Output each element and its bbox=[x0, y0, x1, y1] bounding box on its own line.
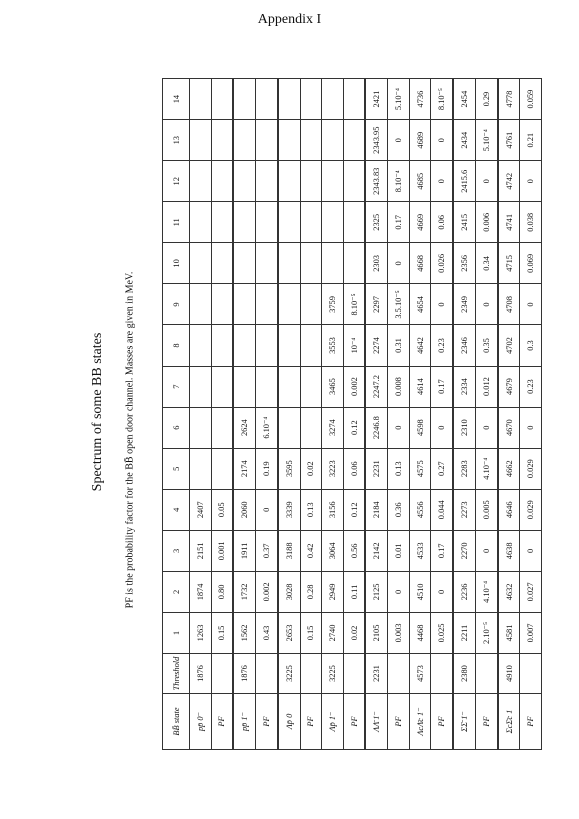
row-label: PF bbox=[520, 694, 542, 750]
table-cell bbox=[300, 161, 322, 202]
table-cell: 2303 bbox=[365, 243, 387, 284]
table-cell: 3188 bbox=[278, 530, 300, 571]
table-cell: 0 bbox=[431, 161, 453, 202]
table-cell bbox=[520, 654, 542, 694]
table-cell bbox=[431, 654, 453, 694]
table-cell: 0.029 bbox=[520, 489, 542, 530]
table-cell: 0.80 bbox=[211, 571, 233, 612]
table-cell: 4573 bbox=[409, 654, 431, 694]
table-cell bbox=[190, 161, 212, 202]
table-cell: 0.002 bbox=[343, 366, 365, 407]
table-cell: 2060 bbox=[233, 489, 255, 530]
table-cell bbox=[233, 325, 255, 366]
table-cell: 0.02 bbox=[300, 448, 322, 489]
table-cell: 0.15 bbox=[211, 612, 233, 653]
table-cell bbox=[211, 120, 233, 161]
table-cell: 4741 bbox=[498, 202, 520, 243]
table-cell: 3156 bbox=[322, 489, 344, 530]
table-cell bbox=[343, 161, 365, 202]
table-cell: 4778 bbox=[498, 79, 520, 120]
table-cell: 0.044 bbox=[431, 489, 453, 530]
table-cell: 4679 bbox=[498, 366, 520, 407]
table-cell: 3759 bbox=[322, 284, 344, 325]
column-header: 11 bbox=[163, 202, 190, 243]
table-cell: 0.19 bbox=[256, 448, 278, 489]
table-cell: 0.35 bbox=[475, 325, 497, 366]
table-cell: 0.29 bbox=[475, 79, 497, 120]
table-cell bbox=[190, 325, 212, 366]
table-cell: 4642 bbox=[409, 325, 431, 366]
table-cell: 1874 bbox=[190, 571, 212, 612]
table-cell bbox=[211, 654, 233, 694]
table-cell bbox=[278, 161, 300, 202]
table-cell: 3028 bbox=[278, 571, 300, 612]
table-cell: 0.001 bbox=[211, 530, 233, 571]
column-header: 14 bbox=[163, 79, 190, 120]
table-cell: 2236 bbox=[453, 571, 475, 612]
table-cell bbox=[343, 243, 365, 284]
table-cell bbox=[211, 325, 233, 366]
table-cell bbox=[343, 120, 365, 161]
table-cell: 2247.2 bbox=[365, 366, 387, 407]
page-title: Appendix I bbox=[257, 12, 322, 27]
table-cell bbox=[256, 325, 278, 366]
table-cell: 0.17 bbox=[431, 530, 453, 571]
row-label: ΣΣ̄ 1⁻ bbox=[453, 694, 475, 750]
table-row bbox=[278, 79, 300, 750]
table-cell: 4556 bbox=[409, 489, 431, 530]
table-cell: 1562 bbox=[233, 612, 255, 653]
table-row bbox=[322, 79, 344, 750]
table-cell: 0.34 bbox=[475, 243, 497, 284]
table-cell: 3225 bbox=[322, 654, 344, 694]
table-cell: 0 bbox=[475, 284, 497, 325]
table-cell: 0.007 bbox=[520, 612, 542, 653]
table-cell bbox=[278, 202, 300, 243]
table-cell: 4.10⁻⁴ bbox=[475, 448, 497, 489]
table-cell bbox=[211, 202, 233, 243]
row-label: PF bbox=[211, 694, 233, 750]
table-cell bbox=[211, 407, 233, 448]
table-cell: 4654 bbox=[409, 284, 431, 325]
table-cell bbox=[233, 243, 255, 284]
table-cell: 5.10⁻⁴ bbox=[475, 120, 497, 161]
table-cell: 4689 bbox=[409, 120, 431, 161]
table-cell: 4668 bbox=[409, 243, 431, 284]
table-header-row bbox=[163, 79, 190, 750]
table-row bbox=[409, 79, 431, 750]
table-cell: 1876 bbox=[190, 654, 212, 694]
table-cell: 0.06 bbox=[431, 202, 453, 243]
row-label: Λp̄ 1⁻ bbox=[322, 694, 344, 750]
table-cell: 0.002 bbox=[256, 571, 278, 612]
table-cell bbox=[278, 79, 300, 120]
table-cell: 2346 bbox=[453, 325, 475, 366]
table-cell bbox=[233, 284, 255, 325]
table-cell: 8.10⁻⁵ bbox=[343, 284, 365, 325]
table-cell: 4614 bbox=[409, 366, 431, 407]
table-row bbox=[233, 79, 255, 750]
table-cell: 0.059 bbox=[520, 79, 542, 120]
table-cell bbox=[256, 284, 278, 325]
table-cell: 2184 bbox=[365, 489, 387, 530]
section-title: Spectrum of some BB states bbox=[90, 332, 105, 492]
column-header: 13 bbox=[163, 120, 190, 161]
table-cell: 0.13 bbox=[300, 489, 322, 530]
table-cell: 0 bbox=[475, 407, 497, 448]
table-cell bbox=[233, 79, 255, 120]
table-cell: 0.17 bbox=[388, 202, 410, 243]
table-cell: 0.31 bbox=[388, 325, 410, 366]
column-header: 5 bbox=[163, 448, 190, 489]
table-cell bbox=[278, 407, 300, 448]
table-cell bbox=[278, 284, 300, 325]
column-header: BB̄ state bbox=[163, 694, 190, 750]
table-cell bbox=[256, 79, 278, 120]
table-body bbox=[190, 79, 542, 750]
table-cell: 4736 bbox=[409, 79, 431, 120]
table-cell: 0 bbox=[520, 530, 542, 571]
table-cell: 4670 bbox=[498, 407, 520, 448]
table-cell bbox=[278, 120, 300, 161]
table-cell: 1876 bbox=[233, 654, 255, 694]
table-cell bbox=[475, 654, 497, 694]
table-cell: 0 bbox=[256, 489, 278, 530]
table-cell: 0.01 bbox=[388, 530, 410, 571]
table-cell: 2246.8 bbox=[365, 407, 387, 448]
table-cell: 4662 bbox=[498, 448, 520, 489]
table-cell: 8.10⁻⁴ bbox=[388, 161, 410, 202]
table-cell bbox=[256, 161, 278, 202]
table-cell bbox=[190, 120, 212, 161]
column-header: 7 bbox=[163, 366, 190, 407]
table-cell: 4575 bbox=[409, 448, 431, 489]
table-cell: 0 bbox=[388, 243, 410, 284]
table-cell bbox=[256, 366, 278, 407]
table-cell: 3339 bbox=[278, 489, 300, 530]
table-cell: 2349 bbox=[453, 284, 475, 325]
table-cell bbox=[190, 407, 212, 448]
table-cell: 2297 bbox=[365, 284, 387, 325]
table-cell: 2415 bbox=[453, 202, 475, 243]
table-cell: 0.06 bbox=[343, 448, 365, 489]
table-row bbox=[343, 79, 365, 750]
table-cell bbox=[233, 161, 255, 202]
table-cell: 2356 bbox=[453, 243, 475, 284]
table-cell bbox=[300, 79, 322, 120]
table-cell bbox=[300, 407, 322, 448]
table-cell: 2325 bbox=[365, 202, 387, 243]
table-cell: 4910 bbox=[498, 654, 520, 694]
column-header: 4 bbox=[163, 489, 190, 530]
table-cell bbox=[211, 366, 233, 407]
table-cell: 5.10⁻⁴ bbox=[388, 79, 410, 120]
table-cell: 8.10⁻⁵ bbox=[431, 79, 453, 120]
table-cell: 2310 bbox=[453, 407, 475, 448]
table-cell bbox=[211, 243, 233, 284]
table-cell: 2270 bbox=[453, 530, 475, 571]
table-cell: 0.12 bbox=[343, 489, 365, 530]
table-cell: 0.029 bbox=[520, 448, 542, 489]
row-label: PF bbox=[256, 694, 278, 750]
table-cell bbox=[322, 202, 344, 243]
table-cell bbox=[300, 284, 322, 325]
table-cell: 2949 bbox=[322, 571, 344, 612]
table-cell bbox=[233, 366, 255, 407]
table-cell bbox=[256, 243, 278, 284]
table-cell bbox=[211, 161, 233, 202]
row-label: PF bbox=[475, 694, 497, 750]
table-cell bbox=[322, 161, 344, 202]
table-cell: 4685 bbox=[409, 161, 431, 202]
table-cell: 2415.6 bbox=[453, 161, 475, 202]
table-cell: 0 bbox=[431, 120, 453, 161]
table-cell: 0 bbox=[520, 407, 542, 448]
column-header: 1 bbox=[163, 612, 190, 653]
spectrum-table bbox=[162, 78, 542, 750]
column-header: 2 bbox=[163, 571, 190, 612]
table-row bbox=[453, 79, 475, 750]
table-cell: 0.36 bbox=[388, 489, 410, 530]
table-cell: 0 bbox=[520, 284, 542, 325]
table-cell bbox=[211, 448, 233, 489]
table-cell: 2273 bbox=[453, 489, 475, 530]
table-cell: 3274 bbox=[322, 407, 344, 448]
table-cell: 0 bbox=[520, 161, 542, 202]
table-cell: 0.23 bbox=[520, 366, 542, 407]
table-cell bbox=[300, 243, 322, 284]
column-header: 9 bbox=[163, 284, 190, 325]
table-cell bbox=[190, 243, 212, 284]
table-cell: 4708 bbox=[498, 284, 520, 325]
table-cell bbox=[322, 120, 344, 161]
table-cell: 1732 bbox=[233, 571, 255, 612]
table-cell bbox=[190, 202, 212, 243]
table-cell bbox=[190, 366, 212, 407]
column-header: 12 bbox=[163, 161, 190, 202]
table-cell: 0.006 bbox=[475, 202, 497, 243]
table-cell: 2151 bbox=[190, 530, 212, 571]
row-label: pp̄ 0⁻ bbox=[190, 694, 212, 750]
table-cell bbox=[190, 284, 212, 325]
row-label: ΛcΛ̄c 1⁻ bbox=[409, 694, 431, 750]
table-cell: 2211 bbox=[453, 612, 475, 653]
table-cell bbox=[300, 120, 322, 161]
table-cell bbox=[278, 325, 300, 366]
table-cell: 0 bbox=[388, 571, 410, 612]
table-cell: 0 bbox=[431, 284, 453, 325]
table-row bbox=[211, 79, 233, 750]
table-cell: 2105 bbox=[365, 612, 387, 653]
table-cell: 0.025 bbox=[431, 612, 453, 653]
table-cell: 3225 bbox=[278, 654, 300, 694]
table-cell: 1263 bbox=[190, 612, 212, 653]
table-cell: 4669 bbox=[409, 202, 431, 243]
table-cell: 0.3 bbox=[520, 325, 542, 366]
table-cell: 2380 bbox=[453, 654, 475, 694]
table-cell: 0 bbox=[388, 407, 410, 448]
table-cell: 0.28 bbox=[300, 571, 322, 612]
table-row bbox=[475, 79, 497, 750]
table-cell bbox=[278, 366, 300, 407]
table-cell: 4638 bbox=[498, 530, 520, 571]
table-cell bbox=[322, 243, 344, 284]
table-row bbox=[388, 79, 410, 750]
table-cell: 0.21 bbox=[520, 120, 542, 161]
table-cell: 3223 bbox=[322, 448, 344, 489]
table-row bbox=[256, 79, 278, 750]
table-cell: 4533 bbox=[409, 530, 431, 571]
table-cell: 6.10⁻⁴ bbox=[256, 407, 278, 448]
column-header: 6 bbox=[163, 407, 190, 448]
table-cell: 3064 bbox=[322, 530, 344, 571]
table-cell: 0.003 bbox=[388, 612, 410, 653]
table-cell: 0.008 bbox=[388, 366, 410, 407]
table-cell bbox=[211, 284, 233, 325]
table-cell: 0.13 bbox=[388, 448, 410, 489]
table-cell: 0.17 bbox=[431, 366, 453, 407]
table-cell: 4761 bbox=[498, 120, 520, 161]
column-header: 3 bbox=[163, 530, 190, 571]
table-row bbox=[300, 79, 322, 750]
table-cell bbox=[256, 202, 278, 243]
table-row bbox=[498, 79, 520, 750]
table-cell: 4510 bbox=[409, 571, 431, 612]
table-cell: 0.27 bbox=[431, 448, 453, 489]
table-cell bbox=[300, 366, 322, 407]
table-cell: 2343.83 bbox=[365, 161, 387, 202]
row-label: PF bbox=[431, 694, 453, 750]
table-cell: 4646 bbox=[498, 489, 520, 530]
table-cell bbox=[388, 654, 410, 694]
table-cell: 2407 bbox=[190, 489, 212, 530]
row-label: ΛΛ̄ 1⁻ bbox=[365, 694, 387, 750]
table-cell: 3.5.10⁻⁵ bbox=[388, 284, 410, 325]
table-cell: 0 bbox=[431, 407, 453, 448]
table-cell: 2653 bbox=[278, 612, 300, 653]
table-cell: 2142 bbox=[365, 530, 387, 571]
table-cell: 3465 bbox=[322, 366, 344, 407]
table-cell: 4581 bbox=[498, 612, 520, 653]
row-label: PF bbox=[388, 694, 410, 750]
table-cell: 2125 bbox=[365, 571, 387, 612]
table-cell bbox=[278, 243, 300, 284]
table-cell: 2274 bbox=[365, 325, 387, 366]
table-cell: 0.56 bbox=[343, 530, 365, 571]
table-caption: PF is the probability factor for the BB̄ open door channel. Masses are given in MeV. bbox=[124, 271, 136, 609]
table-cell: 0 bbox=[388, 120, 410, 161]
table-cell: 4.10⁻⁴ bbox=[475, 571, 497, 612]
table-cell bbox=[233, 120, 255, 161]
table-cell: 2.10⁻⁵ bbox=[475, 612, 497, 653]
table-cell: 2434 bbox=[453, 120, 475, 161]
table-cell bbox=[343, 654, 365, 694]
table-cell: 2231 bbox=[365, 654, 387, 694]
table-cell: 4598 bbox=[409, 407, 431, 448]
table-cell bbox=[343, 202, 365, 243]
table-cell: 3553 bbox=[322, 325, 344, 366]
table-cell: 0.11 bbox=[343, 571, 365, 612]
table-cell: 0.43 bbox=[256, 612, 278, 653]
table-cell: 4715 bbox=[498, 243, 520, 284]
table-cell bbox=[300, 325, 322, 366]
table-cell: 2454 bbox=[453, 79, 475, 120]
table-cell bbox=[300, 654, 322, 694]
table-cell bbox=[190, 79, 212, 120]
table-cell bbox=[322, 79, 344, 120]
table-cell: 2334 bbox=[453, 366, 475, 407]
column-header: 8 bbox=[163, 325, 190, 366]
table-cell: 2624 bbox=[233, 407, 255, 448]
table-cell: 0 bbox=[431, 571, 453, 612]
table-cell: 2421 bbox=[365, 79, 387, 120]
row-label: ΣcΣ̄c 1 bbox=[498, 694, 520, 750]
table-cell: 10⁻⁴ bbox=[343, 325, 365, 366]
table-cell: 2283 bbox=[453, 448, 475, 489]
row-label: pp̄ 1⁻ bbox=[233, 694, 255, 750]
table-cell: 4702 bbox=[498, 325, 520, 366]
table-cell bbox=[211, 79, 233, 120]
table-cell: 0.12 bbox=[343, 407, 365, 448]
table-cell: 0.069 bbox=[520, 243, 542, 284]
table-cell: 2174 bbox=[233, 448, 255, 489]
table-cell: 3595 bbox=[278, 448, 300, 489]
table-cell: 0.005 bbox=[475, 489, 497, 530]
table-cell: 0.038 bbox=[520, 202, 542, 243]
row-label: Λp̄ 0 bbox=[278, 694, 300, 750]
table-cell: 0.37 bbox=[256, 530, 278, 571]
table-cell bbox=[343, 79, 365, 120]
table-container bbox=[162, 78, 542, 750]
table-cell: 0.027 bbox=[520, 571, 542, 612]
table-cell bbox=[190, 448, 212, 489]
table-cell: 1911 bbox=[233, 530, 255, 571]
table-cell: 0 bbox=[475, 530, 497, 571]
table-row bbox=[520, 79, 542, 750]
table-cell: 2231 bbox=[365, 448, 387, 489]
table-cell bbox=[256, 654, 278, 694]
column-header: 10 bbox=[163, 243, 190, 284]
table-cell: 0.026 bbox=[431, 243, 453, 284]
table-header bbox=[163, 79, 190, 750]
table-cell: 2740 bbox=[322, 612, 344, 653]
table-cell: 4632 bbox=[498, 571, 520, 612]
table-row bbox=[365, 79, 387, 750]
row-label: PF bbox=[343, 694, 365, 750]
table-cell: 0.42 bbox=[300, 530, 322, 571]
table-cell: 2343.95 bbox=[365, 120, 387, 161]
column-header: Threshold bbox=[163, 654, 190, 694]
table-cell: 0.02 bbox=[343, 612, 365, 653]
table-cell: 4742 bbox=[498, 161, 520, 202]
table-cell: 0.15 bbox=[300, 612, 322, 653]
table-cell: 0.05 bbox=[211, 489, 233, 530]
table-row bbox=[431, 79, 453, 750]
table-cell bbox=[300, 202, 322, 243]
row-label: PF bbox=[300, 694, 322, 750]
table-cell: 0.012 bbox=[475, 366, 497, 407]
table-cell: 4468 bbox=[409, 612, 431, 653]
table-cell bbox=[233, 202, 255, 243]
table-cell: 0 bbox=[475, 161, 497, 202]
table-cell bbox=[256, 120, 278, 161]
table-cell: 0.23 bbox=[431, 325, 453, 366]
table-row bbox=[190, 79, 212, 750]
